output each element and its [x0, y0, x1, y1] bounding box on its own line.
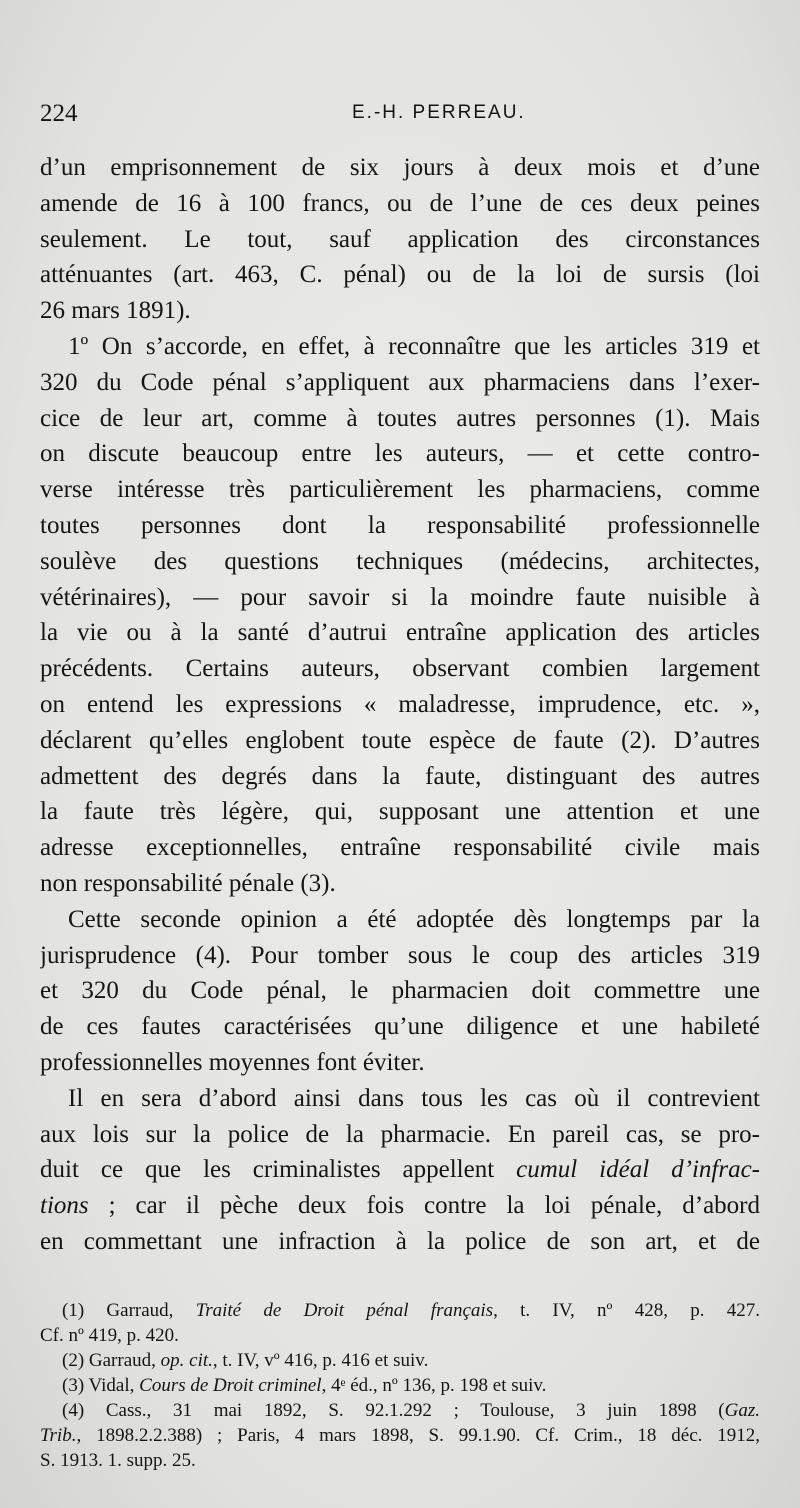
text-line: toutes personnes dont la responsabilité professionnelle: [40, 511, 760, 539]
body-text: [40, 150, 760, 1260]
text-line: 26 mars 1891).: [40, 297, 191, 325]
footnotes: [40, 1298, 760, 1473]
text-line: non responsabilité pénale (3).: [40, 869, 336, 897]
text-line: de ces fautes caractérisées qu’une diligence et une habileté: [40, 1013, 760, 1041]
page-header: [40, 100, 760, 134]
text-line: la faute très légère, qui, supposant une attention et une: [40, 798, 760, 826]
footnote-title: Gaz.: [724, 1400, 760, 1421]
running-head: E.-H. PERREAU.: [352, 102, 526, 123]
text-line: aux lois sur la police de la pharmacie. En pareil cas, se pro-: [40, 1120, 760, 1148]
footnote-line: [40, 1348, 760, 1373]
footnote-text: (1) Garraud,: [62, 1300, 196, 1321]
text-line: en commettant une infraction à la police de son art, et de: [40, 1227, 760, 1255]
footnote-text: S. 1913. 1. supp. 25.: [40, 1450, 196, 1471]
text-line: seulement. Le tout, sauf application des circonstances: [40, 225, 760, 253]
footnote-line: [40, 1373, 760, 1398]
text-line: jurisprudence (4). Pour tomber sous le coup des articles 319: [40, 941, 760, 969]
italic-term: tions: [40, 1192, 89, 1220]
italic-term: cumul idéal d’infrac-: [516, 1156, 760, 1184]
text-line: soulève des questions techniques (médecins, architectes,: [40, 547, 760, 575]
text-line: la vie ou à la santé d’autrui entraîne application des articles: [40, 619, 760, 647]
text-line: précédents. Certains auteurs, observant combien largement: [40, 655, 760, 683]
text-line: on discute beaucoup entre les auteurs, — et cette contro-: [40, 440, 760, 468]
text-line: cice de leur art, comme à toutes autres personnes (1). Mais: [40, 404, 760, 432]
text-line: Il en sera d’abord ainsi dans tous les cas où il contrevient: [68, 1084, 760, 1112]
text-line: atténuantes (art. 463, C. pénal) ou de la loi de sursis (loi: [40, 261, 760, 289]
footnote-text: , 1898.2.2.388) ; Paris, 4 mars 1898, S. 99.1.90. Cf. Crim., 18 déc. 1912,: [76, 1425, 760, 1446]
footnote-text: , 4ᵉ éd., nº 136, p. 198 et suiv.: [321, 1375, 547, 1396]
footnote-line: [40, 1323, 760, 1348]
text-segment: ; car il pèche deux fois contre la loi pénale, d’abord: [88, 1192, 760, 1220]
footnote-text: Cf. nº 419, p. 420.: [40, 1325, 179, 1346]
text-line: adresse exceptionnelles, entraîne responsabilité civile mais: [40, 834, 760, 862]
text-line: professionnelles moyennes font éviter.: [40, 1048, 425, 1076]
text-line: amende de 16 à 100 francs, ou de l’une de ces deux peines: [40, 189, 760, 217]
footnote-line: [40, 1423, 760, 1448]
text-line: déclarent qu’elles englobent toute espèce de faute (2). D’autres: [40, 726, 760, 754]
text-line: on entend les expressions « maladresse, imprudence, etc. »,: [40, 690, 760, 718]
text-line: 1º On s’accorde, en effet, à reconnaître que les articles 319 et: [68, 332, 760, 360]
text-line: [40, 1152, 760, 1188]
text-line: Cette seconde opinion a été adoptée dès longtemps par la: [68, 905, 760, 933]
text-line: [40, 1188, 760, 1224]
footnote-line: [40, 1448, 760, 1473]
text-line: d’un emprisonnement de six jours à deux mois et d’une: [40, 154, 760, 181]
footnote-line: [40, 1398, 760, 1423]
footnote-text: (2) Garraud,: [62, 1350, 161, 1371]
text-line: admettent des degrés dans la faute, distinguant des autres: [40, 762, 760, 790]
footnote-title: Cours de Droit criminel: [139, 1375, 322, 1396]
footnote-line: [40, 1298, 760, 1323]
footnote-title: Traité de Droit pénal français: [195, 1300, 494, 1321]
text-line: 320 du Code pénal s’appliquent aux pharmaciens dans l’exer-: [40, 368, 760, 396]
footnote-text: (4) Cass., 31 mai 1892, S. 92.1.292 ; Toulouse, 3 juin 1898 (: [62, 1400, 725, 1421]
text-line: vétérinaires), — pour savoir si la moindre faute nuisible à: [40, 583, 760, 611]
footnote-title: op. cit.: [160, 1350, 213, 1371]
footnote-text: (3) Vidal,: [62, 1375, 140, 1396]
text-line: et 320 du Code pénal, le pharmacien doit commettre une: [40, 977, 760, 1005]
footnote-text: , t. IV, vº 416, p. 416 et suiv.: [212, 1350, 429, 1371]
footnote-title: Trib.: [40, 1425, 77, 1446]
page-number: 224: [40, 100, 78, 127]
text-line: verse intéresse très particulièrement les pharmaciens, comme: [40, 476, 760, 504]
text-segment: duit ce que les criminalistes appellent: [40, 1156, 517, 1184]
footnote-text: , t. IV, nº 428, p. 427.: [493, 1300, 760, 1321]
